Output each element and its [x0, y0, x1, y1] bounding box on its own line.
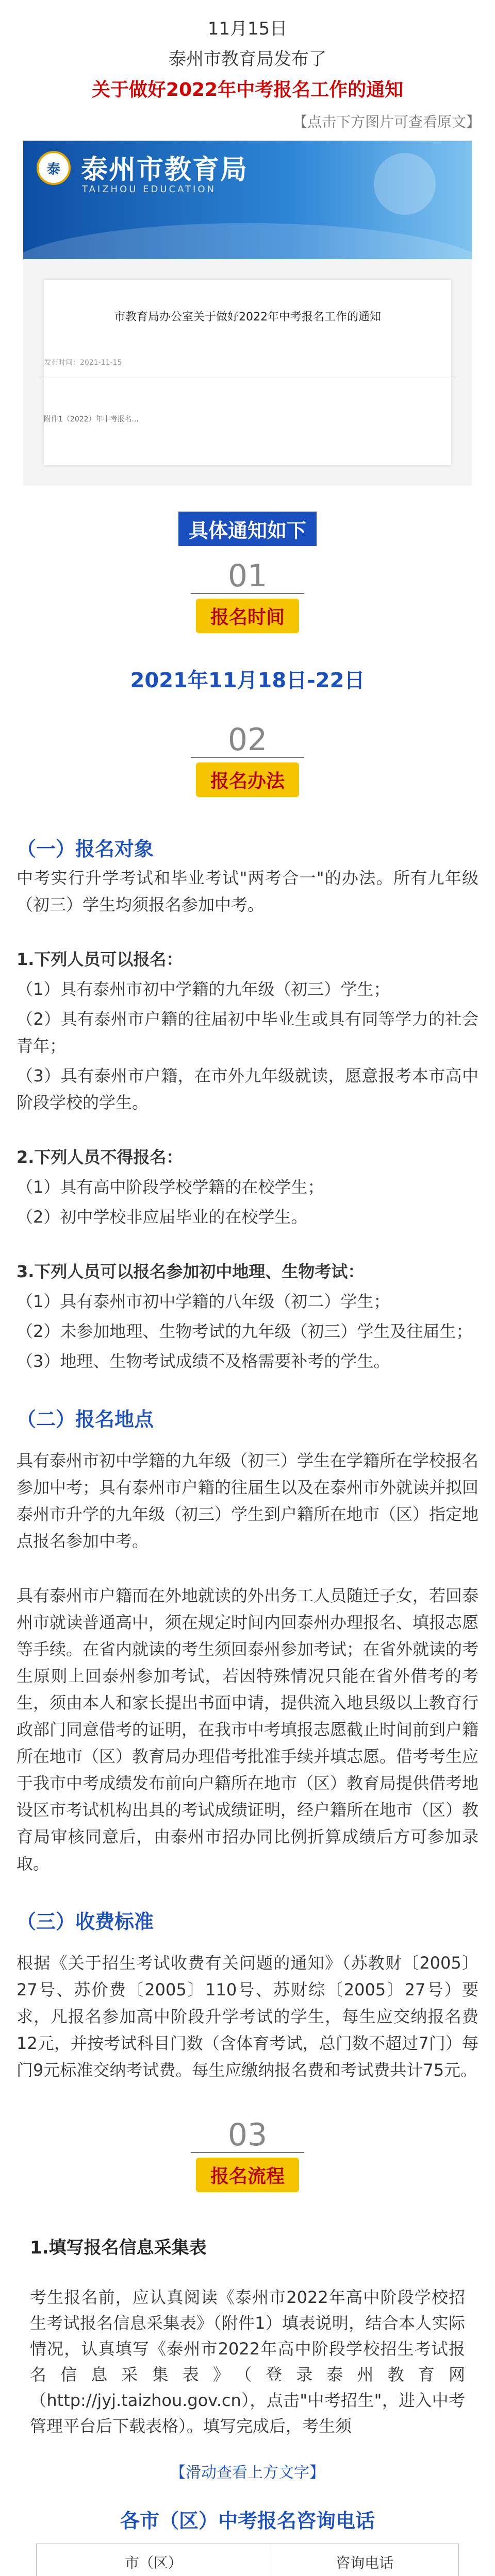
list-item: （2）未参加地理、生物考试的九年级（初三）学生及往届生； — [16, 1321, 473, 1341]
column-header: 咨询电话 — [271, 2544, 458, 2576]
list-heading: 2.下列人员不得报名： — [16, 1147, 183, 1167]
list-item: （1）具有泰州市初中学籍的九年级（初三）学生； — [16, 979, 390, 999]
document-paper — [44, 280, 451, 465]
paragraph: 中考实行升学考试和毕业考试"两考合一"的办法。所有九年级（初三）学生均须报名参加中考。 — [16, 868, 478, 914]
subsection-heading: （三）收费标准 — [16, 1910, 154, 1933]
list-item: （2）具有泰州市户籍的往届初中毕业生或具有同等学力的社会青年； — [16, 1009, 478, 1056]
education-seal-icon: 泰 — [37, 151, 71, 185]
list-item: （1）具有高中阶段学校学籍的在校学生； — [16, 1177, 324, 1197]
list-item: （2）初中学校非应届毕业的在校学生。 — [16, 1207, 308, 1227]
list-item: （3）地理、生物考试成绩不及格需要补考的学生。 — [16, 1351, 390, 1371]
site-banner-image[interactable] — [23, 141, 472, 259]
section-divider — [191, 755, 304, 759]
registration-dates: 2021年11月18日-22日 — [130, 669, 365, 692]
section-divider — [191, 591, 304, 596]
publisher-line: 泰州市教育局发布了 — [169, 49, 326, 70]
paragraph: 根据《关于招生考试收费有关问题的通知》（苏教财〔2005〕27号、苏价费〔2005〕110号、苏财综〔2005〕27号）要求，凡报名参加高中阶段升学考试的学生，每生应交纳报名费12元，并按考试科目门数（含体育考试，总门数不超过7门）每门9元标准交纳考试费。每生应缴纳报名费和考试费共计75元。 — [16, 1953, 478, 2080]
section-title: 报名流程 — [196, 2158, 299, 2192]
paragraph: 具有泰州市户籍而在外地就读的外出务工人员随迁子女，若回泰州市就读普通高中，须在规定时间内回泰州办理报名、填报志愿等手续。在省内就读的考生须回泰州参加考试；在省外就读的考生原则上回泰州参加考试，若因特殊情况只能在省外借考的考生，须由本人和家长提出书面申请，提供流入地县级以上教育行政部门同意借考的证明，在我市中考填报志愿截止时间前到户籍所在地市（区）教育局办理借考批准手续并填志愿。借考考生应于我市中考成绩发布前向户籍所在地市（区）教育局提供借考地设区市考试机构出具的考试成绩证明，经户籍所在地市（区）教育局审核同意后，由泰州市招办同比例折算成绩后方可参加录取。 — [16, 1586, 479, 1873]
section-title: 报名办法 — [196, 762, 299, 797]
table-header-row — [37, 2544, 459, 2576]
document-title: 市教育局办公室关于做好2022年中考报名工作的通知 — [114, 311, 381, 324]
intro-label: 具体通知如下 — [178, 512, 317, 546]
banner-wave — [23, 223, 472, 259]
list-heading: 1.下列人员可以报名： — [16, 950, 183, 969]
document-meta: 发布时间：2021-11-15 — [44, 359, 122, 367]
swipe-hint: 【滑动查看上方文字】 — [170, 2464, 325, 2482]
scrollable-text-box[interactable] — [0, 2284, 495, 2439]
banner-subtitle: TAIZHOU EDUCATION — [82, 184, 216, 195]
section-divider — [191, 2150, 304, 2155]
notice-document-image[interactable] — [23, 259, 472, 486]
section-number: 02 — [227, 722, 268, 758]
document-attachment-link[interactable]: 附件1（2022）年中考报名... — [44, 415, 139, 423]
banner-title: 泰州市教育局 — [81, 155, 249, 185]
headline: 关于做好2022年中考报名工作的通知 — [91, 79, 404, 100]
paragraph: 具有泰州市初中学籍的九年级（初三）学生在学籍所在学校报名参加中考；具有泰州市户籍的往届生以及在泰州市外就读并拟回泰州市升学的九年级（初三）学生到户籍所在地市（区）指定地点报名参加中考。 — [16, 1451, 479, 1551]
post-date: 11月15日 — [207, 19, 288, 39]
section-number: 03 — [227, 2117, 268, 2153]
banner-decoration — [374, 153, 436, 215]
list-item: （3）具有泰州市户籍，在市外九年级就读，愿意报考本市高中阶段学校的学生。 — [16, 1066, 478, 1112]
subsection-heading: （二）报名地点 — [16, 1408, 154, 1431]
click-hint: 【点击下方图片可查看原文】 — [292, 113, 481, 130]
section-title: 报名时间 — [196, 599, 299, 633]
column-header: 市（区） — [37, 2544, 271, 2576]
paragraph: 考生报名前，应认真阅读《泰州市2022年高中阶段学校招生考试报名信息采集表》（附件1）填表说明，结合本人实际情况，认真填写《泰州市2022年高中阶段学校招生考试报名信息采集表》（登录泰州教育网（http://jyj.taizhou.gov.cn），点击"中考招生"，进入中考管理平台后下载表格）。填写完成后，考生须 — [30, 2287, 465, 2436]
list-item: （1）具有泰州市初中学籍的八年级（初二）学生； — [16, 1292, 390, 1311]
contact-table-title: 各市（区）中考报名咨询电话 — [120, 2510, 375, 2532]
list-heading: 3.下列人员可以报名参加初中地理、生物考试： — [16, 1262, 365, 1281]
contact-table — [36, 2544, 459, 2576]
subsection-heading: （一）报名对象 — [16, 838, 154, 860]
step-heading: 1.填写报名信息采集表 — [30, 2238, 207, 2258]
section-number: 01 — [227, 558, 268, 594]
